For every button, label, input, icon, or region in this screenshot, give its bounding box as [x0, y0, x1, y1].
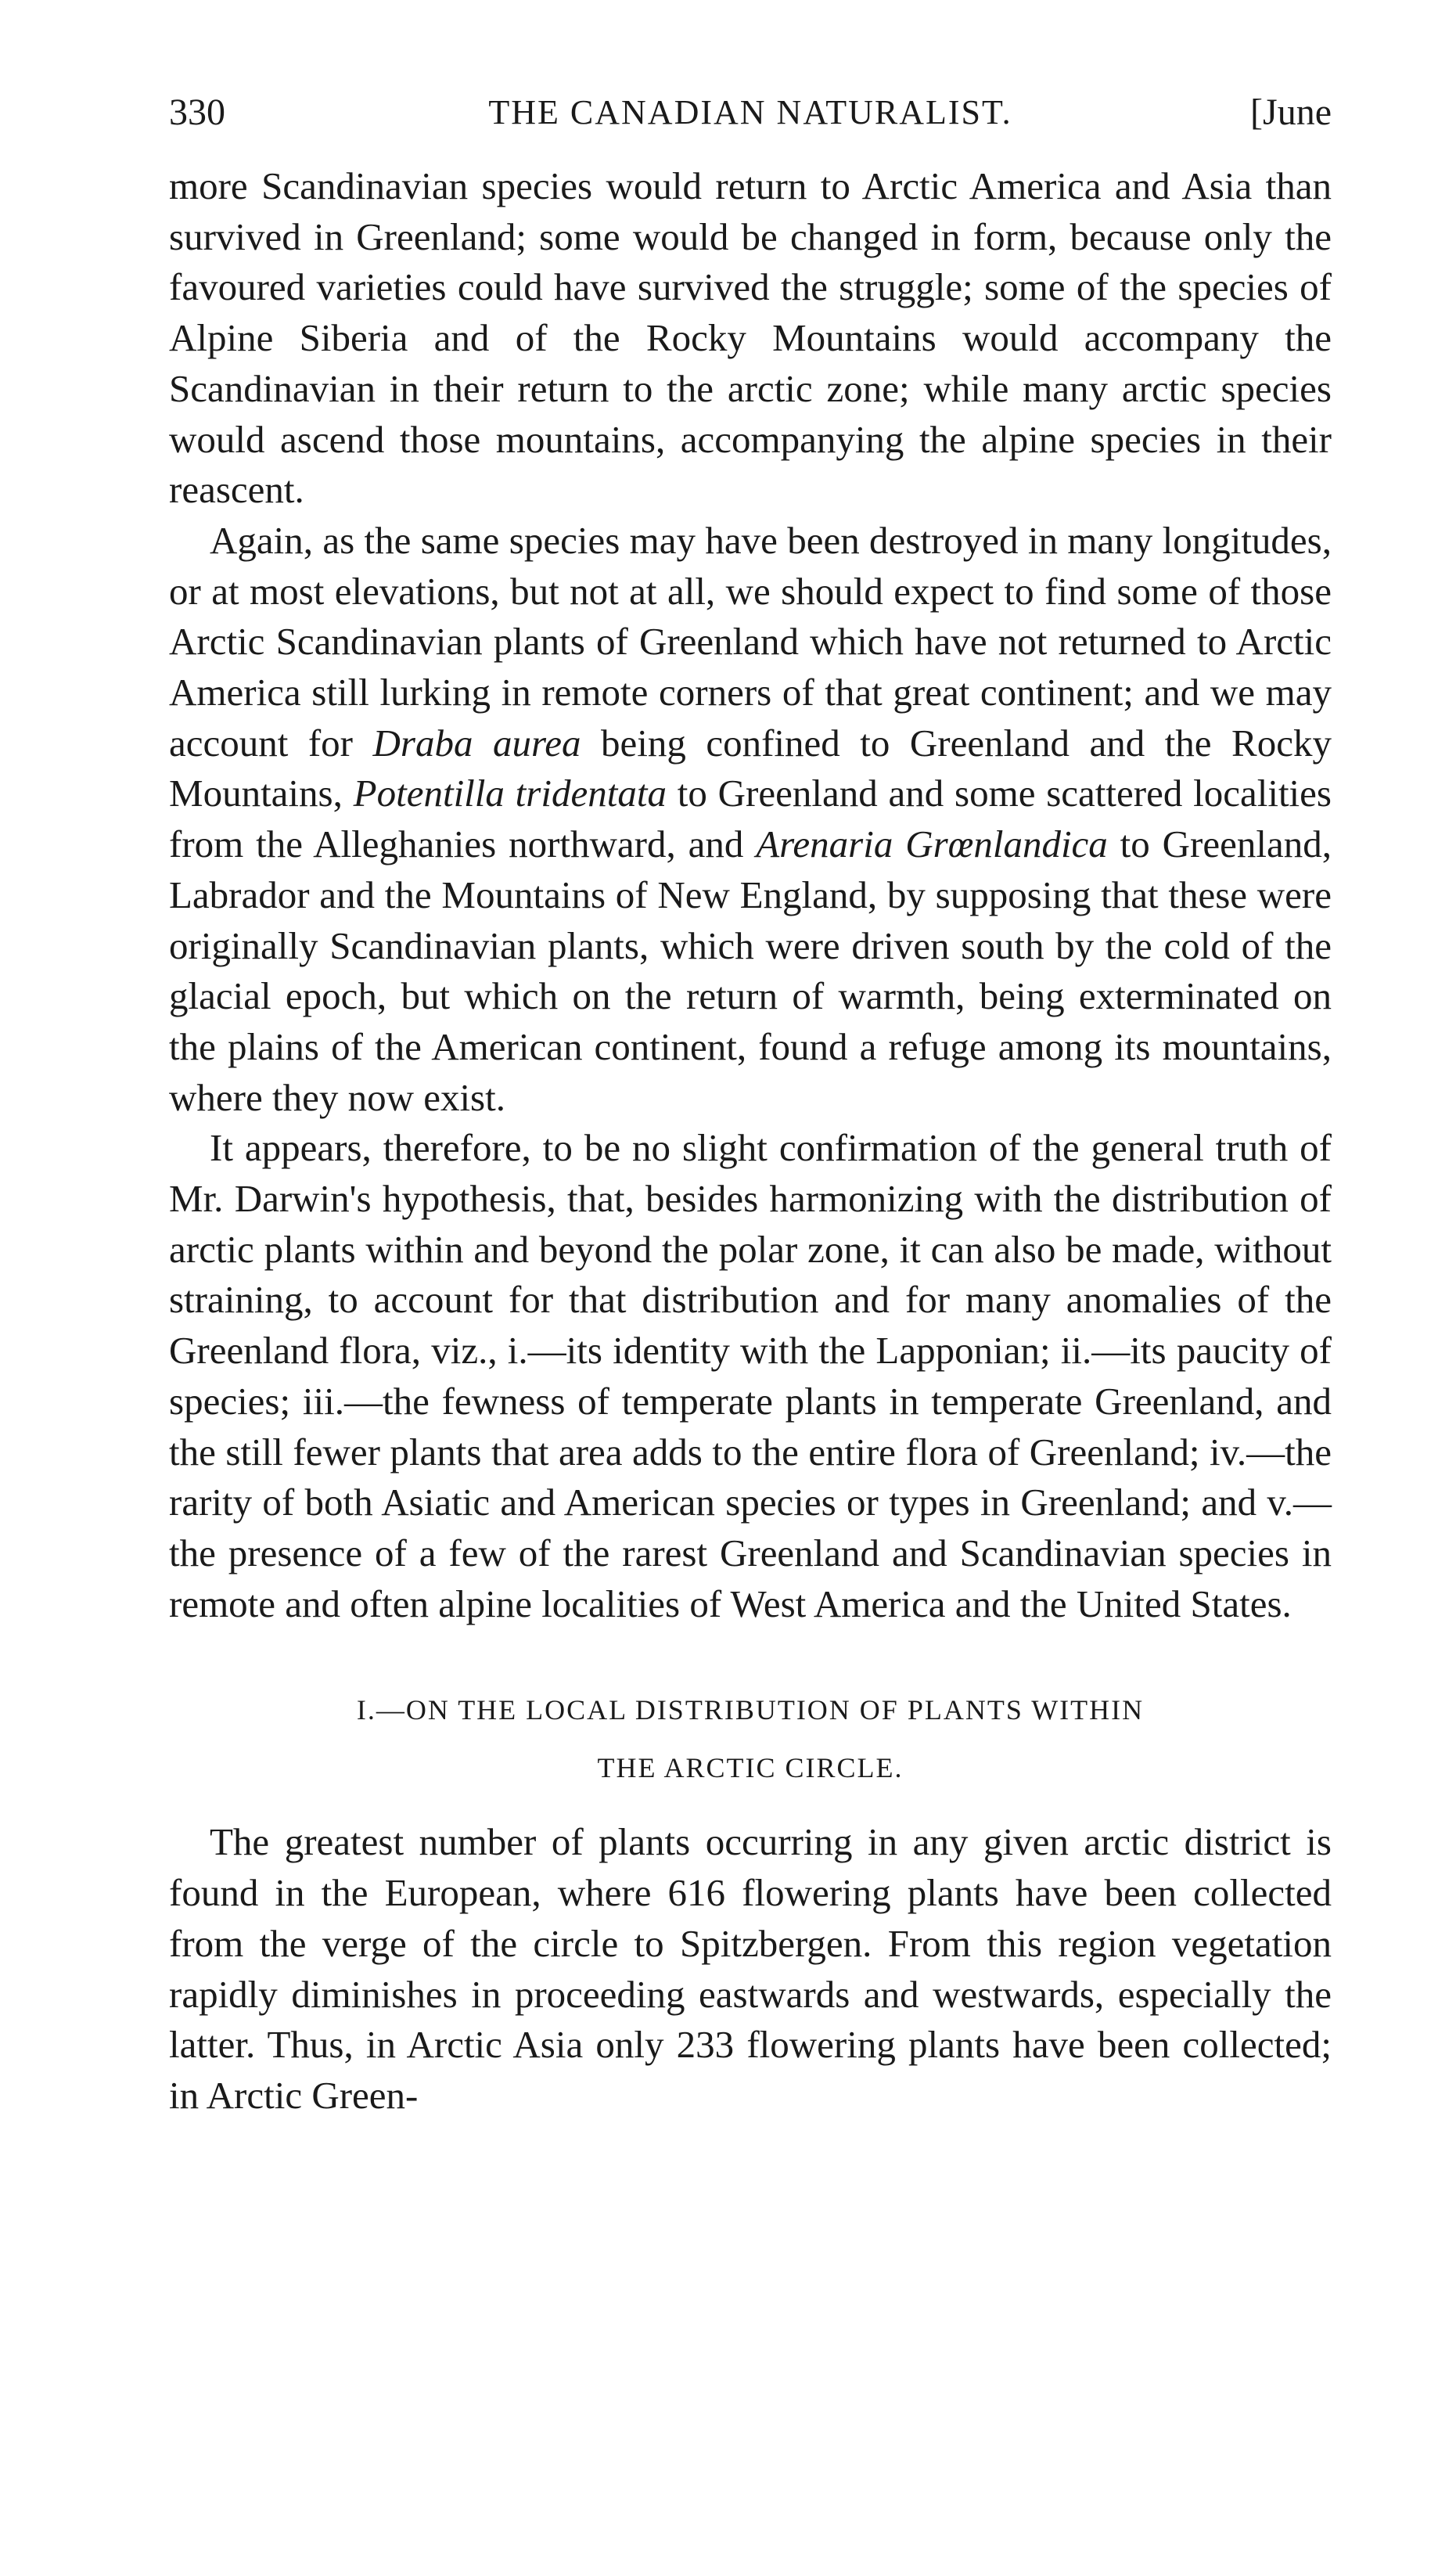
paragraph-2-text: to Greenland, Labrador and the Mountains of New England, by supposing that these were originally Scandinavian plants, which were driven south by the cold of the glacial epoch, but which on the return of warmth, being exterminated on the plains of the American continent, found a refuge among its mountains, where they now exist. [169, 822, 1332, 1119]
journal-page [169, 81, 1332, 2492]
species-name-arenaria-groenlandica: Arenaria Grœnlandica [756, 822, 1108, 866]
running-head [169, 81, 1332, 144]
paragraph-2-text: to Greenland and some scattered localities from the Alleghanies northward, and [169, 772, 1332, 866]
paragraph-1: more Scandinavian species would return to Arctic America and Asia than survived in Greenland; some would be changed in form, because only the favoured varieties could have survived the struggle; some of the species of Alpine Siberia and of the Rocky Mountains would accompany the Scandinavian in their return to the arctic zone; while many arctic species would ascend those mountains, accompanying the alpine species in their reascent. [169, 164, 1332, 512]
paragraph-2 [169, 516, 1332, 1123]
species-name-draba-aurea: Draba aurea [372, 721, 581, 765]
article-body [169, 161, 1332, 2121]
section-paragraph-1: The greatest number of plants occurring in any given arctic district is found in the European, where 616 flowering plants have been collected from the verge of the circle to Spitzbergen. From this region vegetation rapidly diminishes in proceeding eastwards and westwards, especially the latter. Thus, in Arctic Asia only 233 flowering plants have been collected; in Arctic Green- [169, 1820, 1332, 2117]
section-heading [169, 1681, 1332, 1797]
journal-title: THE CANADIAN NATURALIST. [488, 93, 1012, 131]
paragraph-2-text: being confined to Greenland and the Rocky Mountains, [169, 721, 1332, 815]
section-heading-line-2: THE ARCTIC CIRCLE. [597, 1752, 904, 1784]
paragraph-2-text: Again, as the same species may have been destroyed in many longitudes, or at most elevations, but not at all, we should expect to find some of those Arctic Scandinavian plants of Greenland which have not returned to Arctic America still lurking in remote corners of that great continent; and we may account for [169, 518, 1332, 765]
page-number: 330 [169, 92, 225, 133]
species-name-potentilla-tridentata: Potentilla tridentata [353, 772, 667, 815]
issue-month: [June [1250, 92, 1332, 133]
paragraph-3: It appears, therefore, to be no slight confirmation of the general truth of Mr. Darwin's hypothesis, that, besides harmonizing with the distribution of arctic plants within and beyond the polar zone, it can also be made, without straining, to account for that distribution and for many anomalies of the Greenland flora, viz., i.—its identity with the Lapponian; ii.—its paucity of species; iii.—the fewness of temperate plants in temperate Greenland, and the still fewer plants that area adds to the entire flora of Greenland; iv.—the rarity of both Asiatic and American species or types in Greenland; and v.—the presence of a few of the rarest Greenland and Scandinavian species in remote and often alpine localities of West America and the United States. [169, 1126, 1332, 1625]
section-heading-line-1: I.—ON THE LOCAL DISTRIBUTION OF PLANTS WITHIN [356, 1694, 1145, 1726]
